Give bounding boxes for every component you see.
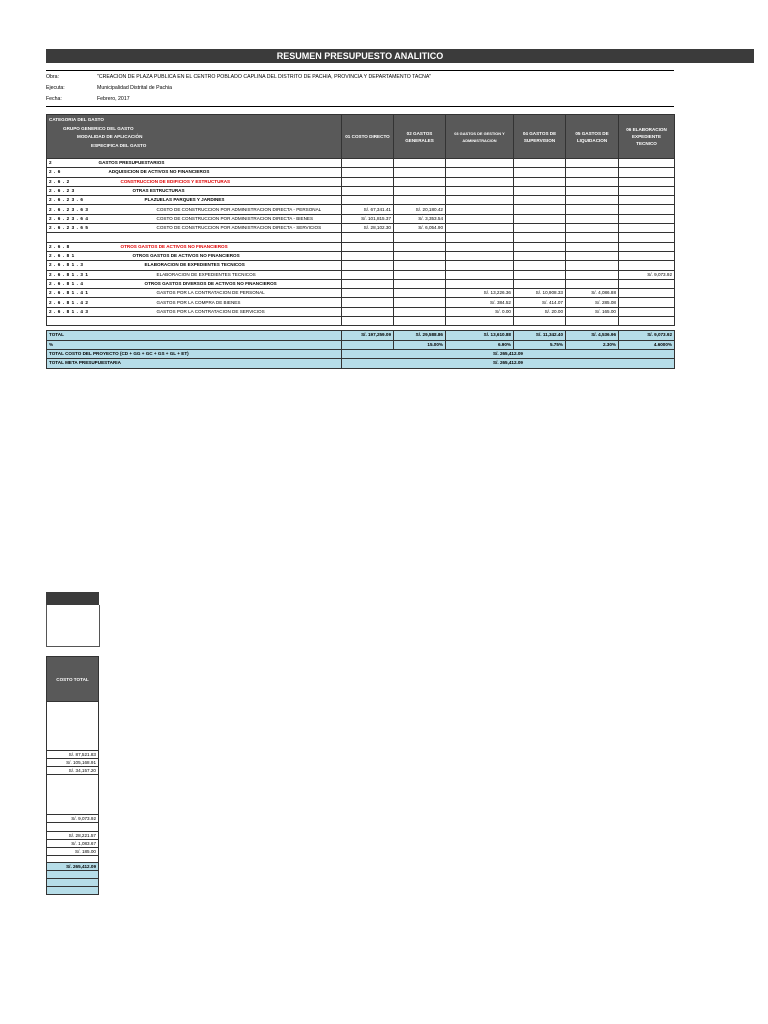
row-value: S/. 20.00 bbox=[514, 307, 566, 316]
row-description: OTROS GASTOS DIVERSOS DE ACTIVOS NO FINANCIEROS bbox=[97, 279, 342, 288]
row-code: 2 . 6 . 2 3 . 6 4 bbox=[47, 214, 97, 223]
row-code: 2 . 6 . 2 3 bbox=[47, 186, 97, 195]
row-value bbox=[342, 289, 394, 298]
row-value bbox=[514, 177, 566, 186]
row-value bbox=[394, 159, 446, 168]
side-blank bbox=[47, 856, 99, 863]
row-code: 2 . 6 . 2 3 . 6 3 bbox=[47, 205, 97, 214]
total-row bbox=[47, 331, 675, 340]
percent-row bbox=[47, 340, 675, 349]
row-value: S/. 414.07 bbox=[514, 298, 566, 307]
row-value bbox=[514, 233, 566, 242]
row-value bbox=[394, 177, 446, 186]
row-description: COSTO DE CONSTRUCCION POR ADMINISTRACION DIRECTA - SERVICIOS bbox=[97, 224, 342, 233]
row-value bbox=[342, 307, 394, 316]
row-value bbox=[514, 205, 566, 214]
row-value bbox=[342, 159, 394, 168]
side-blank-box bbox=[46, 605, 100, 647]
total-cell: S/. 4,536.96 bbox=[566, 331, 619, 340]
row-value: S/. 67,341.41 bbox=[342, 205, 394, 214]
row-code bbox=[47, 233, 97, 242]
row-value bbox=[446, 205, 514, 214]
row-value bbox=[394, 270, 446, 279]
row-code bbox=[47, 317, 97, 326]
row-value bbox=[514, 159, 566, 168]
cost-total-table bbox=[46, 656, 99, 895]
row-value: S/. 285.08 bbox=[566, 298, 619, 307]
col-header: 01 COSTO DIRECTO bbox=[342, 115, 394, 159]
col-header: 06 ELABORACION EXPEDIENTE TECNICO bbox=[619, 115, 675, 159]
row-value bbox=[619, 233, 675, 242]
side-value: S/. 87,521.83 bbox=[47, 751, 99, 759]
row-value bbox=[619, 177, 675, 186]
side-value: S/. 105,168.91 bbox=[47, 759, 99, 767]
side-blank bbox=[47, 823, 99, 832]
divider-top bbox=[46, 70, 674, 71]
row-value bbox=[394, 261, 446, 270]
page-title: RESUMEN PRESUPUESTO ANALITICO bbox=[46, 49, 674, 63]
side-empty bbox=[47, 871, 99, 879]
row-value bbox=[566, 279, 619, 288]
percent-cell: 5.75% bbox=[514, 340, 566, 349]
row-value bbox=[566, 168, 619, 177]
row-code: 2 . 6 . 8 1 bbox=[47, 251, 97, 260]
cat-line: GRUPO GENERICO DEL GASTO bbox=[63, 125, 134, 131]
table-row bbox=[47, 279, 675, 288]
percent-cell: 2.30% bbox=[566, 340, 619, 349]
row-value bbox=[619, 242, 675, 251]
cat-line: ESPECIFICA DEL GASTO bbox=[91, 142, 147, 148]
col-header: 04 GASTOS DE SUPERVISION bbox=[514, 115, 566, 159]
total-cell: S/. 11,342.40 bbox=[514, 331, 566, 340]
table-row bbox=[47, 242, 675, 251]
row-value bbox=[619, 168, 675, 177]
meta-total-value: S/. 265,412.09 bbox=[342, 359, 675, 368]
info-label: Obra: bbox=[46, 74, 59, 80]
row-code: 2 . 6 . 8 bbox=[47, 242, 97, 251]
side-value: S/. 28,221.57 bbox=[47, 832, 99, 840]
row-value: S/. 165.00 bbox=[566, 307, 619, 316]
row-value bbox=[446, 242, 514, 251]
percent-cell bbox=[342, 340, 394, 349]
table-row bbox=[47, 270, 675, 279]
row-description: OTROS GASTOS DE ACTIVOS NO FINANCIEROS bbox=[97, 251, 342, 260]
row-value bbox=[394, 186, 446, 195]
row-value: S/. 13,226.36 bbox=[446, 289, 514, 298]
side-empty bbox=[47, 879, 99, 887]
row-description: ELABORACION DE EXPEDIENTES TECNICOS bbox=[97, 261, 342, 270]
row-value bbox=[619, 205, 675, 214]
project-total-value: S/. 265,412.09 bbox=[342, 349, 675, 358]
row-value bbox=[619, 196, 675, 205]
table-row bbox=[47, 261, 675, 270]
total-cell: S/. 9,073.92 bbox=[619, 331, 675, 340]
info-label: Ejecuta: bbox=[46, 85, 65, 91]
row-value bbox=[394, 168, 446, 177]
cat-line: MODALIDAD DE APLICACIÓN bbox=[77, 134, 143, 140]
row-description: GASTOS POR LA CONTRATACION DE PERSONAL bbox=[97, 289, 342, 298]
row-value bbox=[566, 177, 619, 186]
percent-cell: 4.6000% bbox=[619, 340, 675, 349]
category-header bbox=[47, 115, 342, 159]
row-description: COSTO DE CONSTRUCCION POR ADMINISTRACION DIRECTA - BIENES bbox=[97, 214, 342, 223]
row-value bbox=[514, 261, 566, 270]
row-description bbox=[97, 317, 342, 326]
title-bar-extension bbox=[674, 49, 754, 63]
row-code: 2 . 6 . 8 1 . 4 1 bbox=[47, 289, 97, 298]
row-code: 2 . 6 . 8 1 . 4 bbox=[47, 279, 97, 288]
row-value bbox=[342, 233, 394, 242]
side-empty bbox=[47, 887, 99, 895]
row-value bbox=[514, 279, 566, 288]
row-value bbox=[619, 186, 675, 195]
row-value bbox=[619, 307, 675, 316]
row-value: S/. 9,073.92 bbox=[619, 270, 675, 279]
percent-cell: 6.90% bbox=[446, 340, 514, 349]
row-value bbox=[619, 289, 675, 298]
row-value bbox=[514, 214, 566, 223]
row-value: S/. 101,815.37 bbox=[342, 214, 394, 223]
table-row bbox=[47, 298, 675, 307]
row-value bbox=[342, 242, 394, 251]
row-value bbox=[619, 214, 675, 223]
table-row bbox=[47, 186, 675, 195]
side-total: S/. 265,412.09 bbox=[47, 863, 99, 871]
budget-table bbox=[46, 114, 675, 369]
meta-total-row bbox=[47, 359, 675, 368]
row-value bbox=[446, 279, 514, 288]
row-value: S/. 4,086.88 bbox=[566, 289, 619, 298]
row-value bbox=[514, 168, 566, 177]
row-value bbox=[342, 168, 394, 177]
row-value bbox=[566, 186, 619, 195]
row-value bbox=[446, 317, 514, 326]
row-value bbox=[566, 251, 619, 260]
row-value bbox=[446, 224, 514, 233]
row-value bbox=[342, 196, 394, 205]
row-value bbox=[394, 298, 446, 307]
info-value: Municipalidad Distrital de Pachia bbox=[97, 85, 172, 91]
row-value bbox=[342, 317, 394, 326]
table-row bbox=[47, 289, 675, 298]
row-value bbox=[394, 196, 446, 205]
row-code: 2 . 6 . 2 3 . 6 bbox=[47, 196, 97, 205]
side-value: S/. 1,083.67 bbox=[47, 840, 99, 848]
row-code: 2 . 6 . 8 1 . 4 3 bbox=[47, 307, 97, 316]
project-total-label: TOTAL COSTO DEL PROYECTO (CD + GG + GC + GS + GL + ET) bbox=[47, 349, 342, 358]
total-cell: S/. 197,259.09 bbox=[342, 331, 394, 340]
row-value bbox=[446, 196, 514, 205]
side-value: S/. 34,157.20 bbox=[47, 767, 99, 775]
col-header: 03 GASTOS DE GESTION Y ADMINISTRACION bbox=[446, 115, 514, 159]
row-value bbox=[514, 242, 566, 251]
row-value: S/. 0.00 bbox=[446, 307, 514, 316]
row-code: 2 . 6 . 8 1 . 4 2 bbox=[47, 298, 97, 307]
row-value bbox=[446, 270, 514, 279]
row-code: 2 . 6 . 2 3 . 6 5 bbox=[47, 224, 97, 233]
row-description: PLAZUELAS PARQUES Y JARDINES bbox=[97, 196, 342, 205]
row-description: OTRAS ESTRUCTURAS bbox=[97, 186, 342, 195]
row-value bbox=[619, 279, 675, 288]
meta-total-label: TOTAL META PRESUPUESTARIA bbox=[47, 359, 342, 368]
project-total-row bbox=[47, 349, 675, 358]
table-body bbox=[47, 159, 675, 326]
row-value bbox=[566, 261, 619, 270]
side-value: S/. 9,073.92 bbox=[47, 815, 99, 823]
row-value: S/. 384.52 bbox=[446, 298, 514, 307]
row-value bbox=[342, 279, 394, 288]
row-value bbox=[566, 242, 619, 251]
percent-cell: 15.00% bbox=[394, 340, 446, 349]
table-row bbox=[47, 224, 675, 233]
table-row bbox=[47, 307, 675, 316]
row-value bbox=[342, 251, 394, 260]
row-value bbox=[394, 233, 446, 242]
row-value bbox=[446, 251, 514, 260]
row-value bbox=[566, 270, 619, 279]
row-value: S/. 3,353.54 bbox=[394, 214, 446, 223]
row-value bbox=[514, 186, 566, 195]
row-value bbox=[566, 159, 619, 168]
total-label: TOTAL bbox=[47, 331, 342, 340]
row-value bbox=[342, 298, 394, 307]
table-row bbox=[47, 196, 675, 205]
table-row bbox=[47, 233, 675, 242]
row-description: GASTOS PRESUPUESTARIOS bbox=[97, 159, 342, 168]
row-value bbox=[342, 261, 394, 270]
row-value bbox=[394, 317, 446, 326]
row-value bbox=[394, 251, 446, 260]
row-value bbox=[514, 251, 566, 260]
row-value bbox=[394, 242, 446, 251]
row-value bbox=[566, 214, 619, 223]
row-value bbox=[446, 159, 514, 168]
side-blank bbox=[47, 702, 99, 751]
row-description: COSTO DE CONSTRUCCION POR ADMINISTRACION DIRECTA - PERSONAL bbox=[97, 205, 342, 214]
row-value: S/. 20,180.42 bbox=[394, 205, 446, 214]
row-value bbox=[446, 214, 514, 223]
row-value bbox=[619, 251, 675, 260]
total-cell: S/. 29,588.86 bbox=[394, 331, 446, 340]
row-value bbox=[619, 298, 675, 307]
row-value bbox=[514, 270, 566, 279]
col-header: 02 GASTOS GENERALES bbox=[394, 115, 446, 159]
cost-total-header: COSTO TOTAL bbox=[47, 657, 99, 702]
row-value bbox=[514, 196, 566, 205]
row-description: GASTOS POR LA CONTRATACION DE SERVICIOS bbox=[97, 307, 342, 316]
row-value: S/. 6,054.90 bbox=[394, 224, 446, 233]
table-row bbox=[47, 214, 675, 223]
divider-info bbox=[46, 106, 674, 107]
cat-line: CATEGORIA DEL GASTO bbox=[49, 117, 104, 122]
row-description: GASTOS POR LA COMPRA DE BIENES bbox=[97, 298, 342, 307]
table-row bbox=[47, 168, 675, 177]
row-code: 2 . 6 . 8 1 . 3 bbox=[47, 261, 97, 270]
side-blank bbox=[47, 775, 99, 815]
row-description: ELABORACION DE EXPEDIENTES TECNICOS bbox=[97, 270, 342, 279]
row-value bbox=[446, 233, 514, 242]
percent-label: % bbox=[47, 340, 342, 349]
table-row bbox=[47, 177, 675, 186]
row-value bbox=[514, 317, 566, 326]
row-value bbox=[619, 261, 675, 270]
row-value bbox=[566, 317, 619, 326]
table-row bbox=[47, 159, 675, 168]
row-value bbox=[446, 186, 514, 195]
info-label: Fecha: bbox=[46, 96, 62, 102]
row-code: 2 . 6 . 8 1 . 3 1 bbox=[47, 270, 97, 279]
row-value bbox=[342, 177, 394, 186]
side-dark-bar bbox=[46, 592, 99, 605]
row-value bbox=[394, 289, 446, 298]
row-code: 2 bbox=[47, 159, 97, 168]
row-description bbox=[97, 233, 342, 242]
row-value bbox=[446, 168, 514, 177]
row-value bbox=[566, 196, 619, 205]
table-row bbox=[47, 317, 675, 326]
col-header: 05 GASTOS DE LIQUIDACION bbox=[566, 115, 619, 159]
row-value bbox=[394, 307, 446, 316]
side-value: S/. 185.00 bbox=[47, 848, 99, 856]
row-description: ADQUISICION DE ACTIVOS NO FINANCIEROS bbox=[97, 168, 342, 177]
row-value bbox=[566, 224, 619, 233]
row-value bbox=[619, 159, 675, 168]
row-value bbox=[394, 279, 446, 288]
row-value bbox=[446, 177, 514, 186]
row-value: S/. 28,102.30 bbox=[342, 224, 394, 233]
row-value bbox=[446, 261, 514, 270]
row-code: 2 . 6 bbox=[47, 168, 97, 177]
info-value: Febrero, 2017 bbox=[97, 96, 130, 102]
row-value: S/. 10,908.33 bbox=[514, 289, 566, 298]
row-value bbox=[619, 317, 675, 326]
row-description: CONSTRUCCION DE EDIFICIOS Y ESTRUCTURAS bbox=[97, 177, 342, 186]
row-value bbox=[566, 233, 619, 242]
row-value bbox=[342, 186, 394, 195]
row-value bbox=[566, 205, 619, 214]
row-value bbox=[619, 224, 675, 233]
row-value bbox=[514, 224, 566, 233]
table-row bbox=[47, 251, 675, 260]
row-code: 2 . 6 . 2 bbox=[47, 177, 97, 186]
row-description: OTROS GASTOS DE ACTIVOS NO FINANCIEROS bbox=[97, 242, 342, 251]
table-row bbox=[47, 205, 675, 214]
info-value: "CREACION DE PLAZA PUBLICA EN EL CENTRO POBLADO CAPLINA DEL DISTRITO DE PACHIA, PROVINCIA Y DEPARTAMENTO TACNA" bbox=[97, 74, 432, 80]
row-value bbox=[342, 270, 394, 279]
total-cell: S/. 13,610.88 bbox=[446, 331, 514, 340]
